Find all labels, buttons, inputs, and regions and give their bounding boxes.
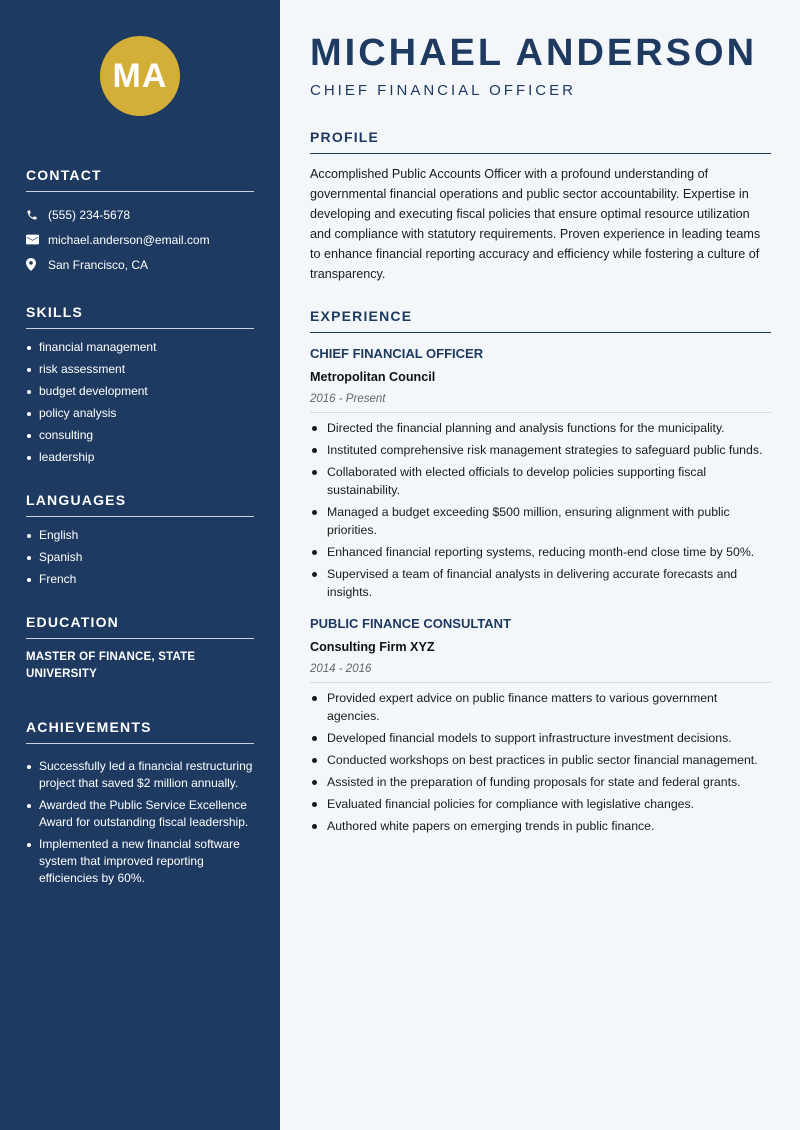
job-bullets [310, 689, 771, 835]
job-role: PUBLIC FINANCE CONSULTANT [310, 616, 512, 631]
job-company: Metropolitan Council [310, 370, 436, 384]
language-item: Spanish [26, 549, 254, 566]
skill-item: leadership [26, 449, 254, 466]
job-bullet: Directed the financial planning and analysis functions for the municipality. [310, 419, 771, 437]
skill-item: consulting [26, 427, 254, 444]
job-bullet: Supervised a team of financial analysts in delivering accurate forecasts and insights. [310, 565, 771, 601]
contact-phone-text: (555) 234-5678 [48, 207, 131, 222]
contact-email-text: michael.anderson@email.com [48, 232, 210, 247]
skill-item: risk assessment [26, 361, 254, 378]
skills-section [26, 304, 254, 466]
contact-heading: CONTACT [26, 167, 254, 192]
main-content [280, 0, 800, 1130]
job-bullet: Enhanced financial reporting systems, reducing month-end close time by 50%. [310, 543, 771, 561]
job-bullets [310, 419, 771, 601]
job-dates: 2016 - Present [310, 391, 771, 413]
experience-section [310, 308, 771, 835]
contact-email [26, 227, 254, 252]
job-bullet: Collaborated with elected officials to develop policies supporting fiscal sustainability. [310, 463, 771, 499]
contact-section [26, 167, 254, 277]
achievement-item: Successfully led a financial restructuring project that saved $2 million annually. [26, 758, 254, 792]
languages-heading: LANGUAGES [26, 492, 254, 517]
job-bullet: Assisted in the preparation of funding proposals for state and federal grants. [310, 773, 771, 791]
skills-list [26, 339, 254, 466]
skills-heading: SKILLS [26, 304, 254, 329]
job-bullet: Authored white papers on emerging trends in public finance. [310, 817, 771, 835]
job-bullet: Developed financial models to support infrastructure investment decisions. [310, 729, 771, 747]
job-bullet: Evaluated financial policies for compliance with legislative changes. [310, 795, 771, 813]
profile-text: Accomplished Public Accounts Officer with a profound understanding of governmental financial operations and public sector accountability. Expertise in developing and executing fiscal policies that ensure optimal resource utilization and compliance with statutory requirements. Proven experience in leading teams to enhance financial reporting accuracy and efficiency while fostering a culture of transparency. [310, 167, 761, 281]
job-entry [310, 615, 771, 835]
profile-heading: PROFILE [310, 129, 771, 154]
language-item: English [26, 527, 254, 544]
education-heading: EDUCATION [26, 614, 254, 639]
avatar-initials: MA [112, 56, 168, 95]
job-bullet: Provided expert advice on public finance matters to various government agencies. [310, 689, 771, 725]
achievements-list [26, 758, 254, 887]
sidebar [0, 0, 280, 1130]
email-icon [26, 234, 48, 245]
achievements-section [26, 719, 254, 887]
job-bullet: Managed a budget exceeding $500 million, ensuring alignment with public priorities. [310, 503, 771, 539]
experience-heading: EXPERIENCE [310, 308, 771, 333]
job-entry [310, 345, 771, 601]
achievement-item: Implemented a new financial software system that improved reporting efficiencies by 60%. [26, 836, 254, 887]
achievements-heading: ACHIEVEMENTS [26, 719, 254, 744]
achievement-item: Awarded the Public Service Excellence Award for outstanding fiscal leadership. [26, 797, 254, 831]
skill-item: policy analysis [26, 405, 254, 422]
job-dates: 2014 - 2016 [310, 661, 771, 683]
language-item: French [26, 571, 254, 588]
candidate-title: CHIEF FINANCIAL OFFICER [310, 82, 576, 99]
languages-section [26, 492, 254, 588]
job-company: Consulting Firm XYZ [310, 640, 435, 654]
profile-section [310, 129, 771, 284]
candidate-name: MICHAEL ANDERSON [310, 32, 758, 74]
skill-item: budget development [26, 383, 254, 400]
education-degree: MASTER OF FINANCE, STATE UNIVERSITY [26, 651, 196, 680]
job-bullet: Instituted comprehensive risk management strategies to safeguard public funds. [310, 441, 771, 459]
skill-item: financial management [26, 339, 254, 356]
education-section [26, 614, 254, 683]
avatar [100, 36, 180, 116]
job-bullet: Conducted workshops on best practices in public sector financial management. [310, 751, 771, 769]
contact-location [26, 252, 254, 277]
languages-list [26, 527, 254, 588]
contact-location-text: San Francisco, CA [48, 257, 149, 272]
phone-icon [26, 209, 48, 221]
location-pin-icon [26, 258, 48, 271]
job-role: CHIEF FINANCIAL OFFICER [310, 346, 484, 361]
contact-phone [26, 202, 254, 227]
